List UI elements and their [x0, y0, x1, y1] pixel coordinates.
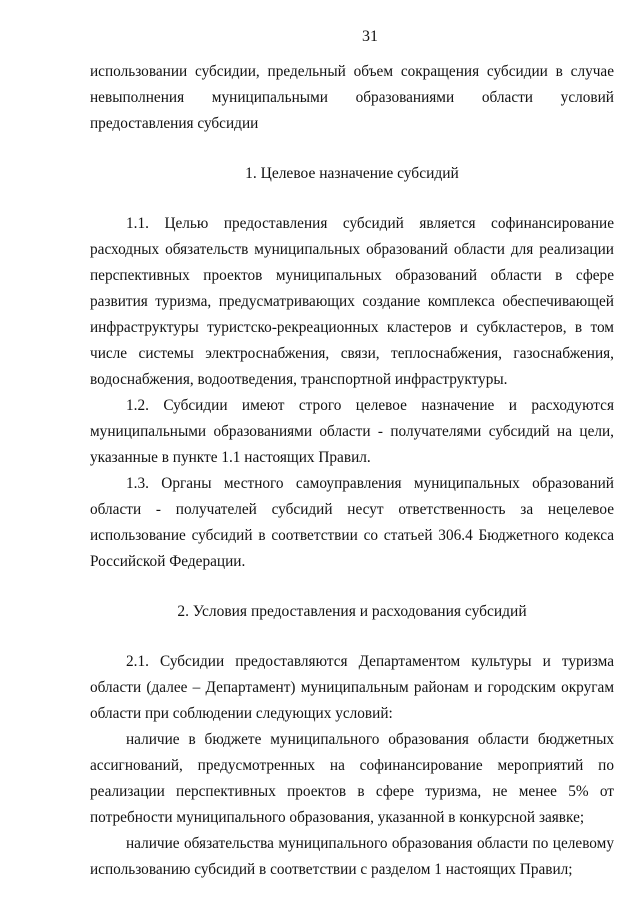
paragraph-1-1: 1.1. Целью предоставления субсидий является софинансирование расходных обязательств муниципальных образований области для реализации перспективных проектов муниципальных образований области в сфере развития туризма, предусматривающих создание комплекса обеспечивающей инфраструктуры туристско-рекреационных кластеров и субкластеров, в том числе системы электроснабжения, связи, теплоснабжения, газоснабжения, водоснабжения, водоотведения, транспортной инфраструктуры. — [90, 215, 614, 388]
section-1-title: 1. Целевое назначение субсидий — [245, 165, 459, 182]
condition-target-use-obligation: наличие обязательства муниципального образования области по целевому использованию субсидий в соответствии с разделом 1 настоящих Правил; — [90, 835, 614, 878]
page-number: 31 — [362, 28, 378, 45]
paragraph-2-1: 2.1. Субсидии предоставляются Департаментом культуры и туризма области (далее – Департамент) муниципальным районам и городским округам области при соблюдении следующих условий: — [90, 653, 614, 722]
paragraph-1-3: 1.3. Органы местного самоуправления муниципальных образований области - получателей субсидий несут ответственность за нецелевое использование субсидий в соответствии со статьей 306.4 Бюджетного кодекса Российской Федерации. — [90, 475, 614, 570]
condition-budget-allocation: наличие в бюджете муниципального образования области бюджетных ассигнований, предусмотренных на софинансирование мероприятий по реализации перспективных проектов в сфере туризма, не менее 5% от потребности муниципального образования, указанной в конкурсной заявке; — [90, 731, 614, 826]
intro-paragraph: использовании субсидии, предельный объем сокращения субсидии в случае невыполнения муниципальными образованиями области условий предоставления субсидии — [90, 63, 614, 132]
paragraph-1-2: 1.2. Субсидии имеют строго целевое назначение и расходуются муниципальными образованиями области - получателями субсидий на цели, указанные в пункте 1.1 настоящих Правил. — [90, 397, 614, 466]
section-2-title: 2. Условия предоставления и расходования субсидий — [177, 603, 527, 620]
document-body — [90, 59, 614, 883]
